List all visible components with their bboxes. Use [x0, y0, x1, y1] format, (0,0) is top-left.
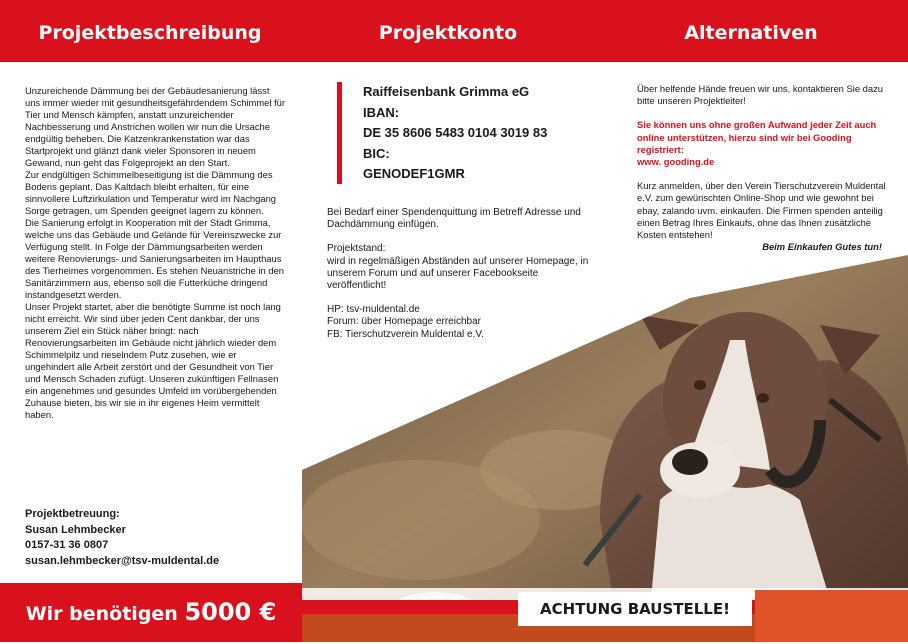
- baustelle-banner: ACHTUNG BAUSTELLE!: [518, 592, 752, 626]
- heading-projektkonto: Projektkonto: [378, 22, 518, 44]
- facebook-link: FB: Tierschutzverein Muldental e.V.: [327, 328, 484, 340]
- konto-info: [327, 207, 592, 341]
- bank-details: [363, 82, 593, 185]
- contact-phone: 0157-31 36 0807: [25, 539, 109, 551]
- gooding-link[interactable]: www. gooding.de: [637, 156, 715, 168]
- homepage-link[interactable]: HP: tsv-muldental.de: [327, 304, 420, 316]
- heading-projektbeschreibung: Projektbeschreibung: [38, 22, 262, 44]
- bic-value: GENODEF1GMR: [363, 166, 465, 181]
- gooding-note: Sie können uns ohne großen Aufwand jeder Zeit auch online unterstützen, hierzu sind wir bei Gooding registriert:: [637, 119, 877, 155]
- bank-name: Raiffeisenbank Grimma eG: [363, 84, 530, 99]
- contact-label: Projektbetreuung:: [25, 508, 120, 520]
- alternatives-intro: Über helfende Hände freuen wir uns, kontaktieren Sie dazu bitte unseren Projektleiter!: [637, 83, 883, 107]
- footer-bar: [0, 583, 302, 642]
- bank-accent-bar: [337, 82, 342, 184]
- slogan: Beim Einkaufen Gutes tun!: [762, 241, 882, 253]
- funding-goal-amount: 5000 €: [184, 598, 277, 626]
- description-paragraph: Zur endgültigen Schimmelbeseitigung ist die Dämmung des Bodens geplant. Das Kaltdach bleibt erhalten, für eine sinnvollere Luftzirkulation und Temperatur wird im Nachgang Sorge getragen, um Spenden geeignet lagern zu können.: [25, 169, 276, 216]
- description-paragraph: Unser Projekt startet, aber die benötigte Summe ist noch lang nicht erreicht. Wir sind über jeden Cent dankbar, der uns unserem Ziel ein Stück näher bringt: nach Renovierungsarbeiten im Gebäude nicht jährlich wieder dem Schimmelpilz und rieselndem Putz zusehen, wie er ungehindert alle Arbeit zerstört und der Gesundheit von Tier und Mensch Schaden zufügt. Unseren zukünftigen Fellnasen ein angenehmes und gesundes Umfeld im vorübergehenden Zuhause bieten, bis wir sie in ihr eigenes Heim vermittelt haben.: [25, 301, 281, 420]
- iban-label: IBAN:: [363, 104, 400, 120]
- heading-alternativen: Alternativen: [684, 22, 818, 44]
- status-label: Projektstand:: [327, 243, 386, 255]
- iban-value: DE 35 8606 5483 0104 3019 83: [363, 125, 548, 140]
- receipt-note: Bei Bedarf einer Spendenquittung im Betreff Adresse und Dachdämmung einfügen.: [327, 207, 581, 231]
- funding-goal: [0, 583, 302, 642]
- description-paragraph: Unzureichende Dämmung bei der Gebäudesanierung lässt uns immer wieder mit gesundheitsgefährdendem Schimmel für Tier und Mensch kämpfen, anstatt unzureichender Nachbesserung und Anstrichen wollen wir nun die Ursache endgültig beheben. Die Katzenkrankenstation war das Startprojekt und glänzt dank vieler Sponsoren in neuem Gewand, nun geht das Folgeprojekt an den Start.: [25, 85, 286, 168]
- contact-email: susan.lehmbecker@tsv-muldental.de: [25, 554, 220, 567]
- description-paragraph: Die Sanierung erfolgt in Kooperation mit der Stadt Grimma, welche uns das Gebäude und Gelände für Vereinszwecke zur Verfügung stellt. In Folge der Dämmungsarbeiten werden weitere Renovierungs- und Sanierungsarbeiten im Haupthaus des Tierheimes vorgenommen. Es stehen Neuanstriche in den Sanitärzimmern aus, ebenso soll die Futterküche dringend instandgesetzt werden.: [25, 217, 284, 300]
- status-text: wird in regelmäßigen Abständen auf unserer Homepage, in unserem Forum und auf unserer Facebookseite veröffentlicht!: [327, 255, 589, 292]
- funding-goal-prefix: Wir benötigen: [25, 603, 178, 625]
- alternatives-info: [637, 83, 892, 253]
- forum-link: Forum: über Homepage erreichbar: [327, 316, 481, 328]
- shop-info: Kurz anmelden, über den Verein Tierschutzverein Muldental e.V. zum gewünschten Online-Shop und wie gewohnt bei ebay, zalando uvm. einkaufen. Die Firmen spenden anteilig einen Betrag Ihres Einkaufs, ohne das Ihnen zusätzliche Kosten entstehen!: [637, 180, 886, 241]
- contact-name: Susan Lehmbecker: [25, 523, 126, 536]
- bic-label: BIC:: [363, 145, 390, 161]
